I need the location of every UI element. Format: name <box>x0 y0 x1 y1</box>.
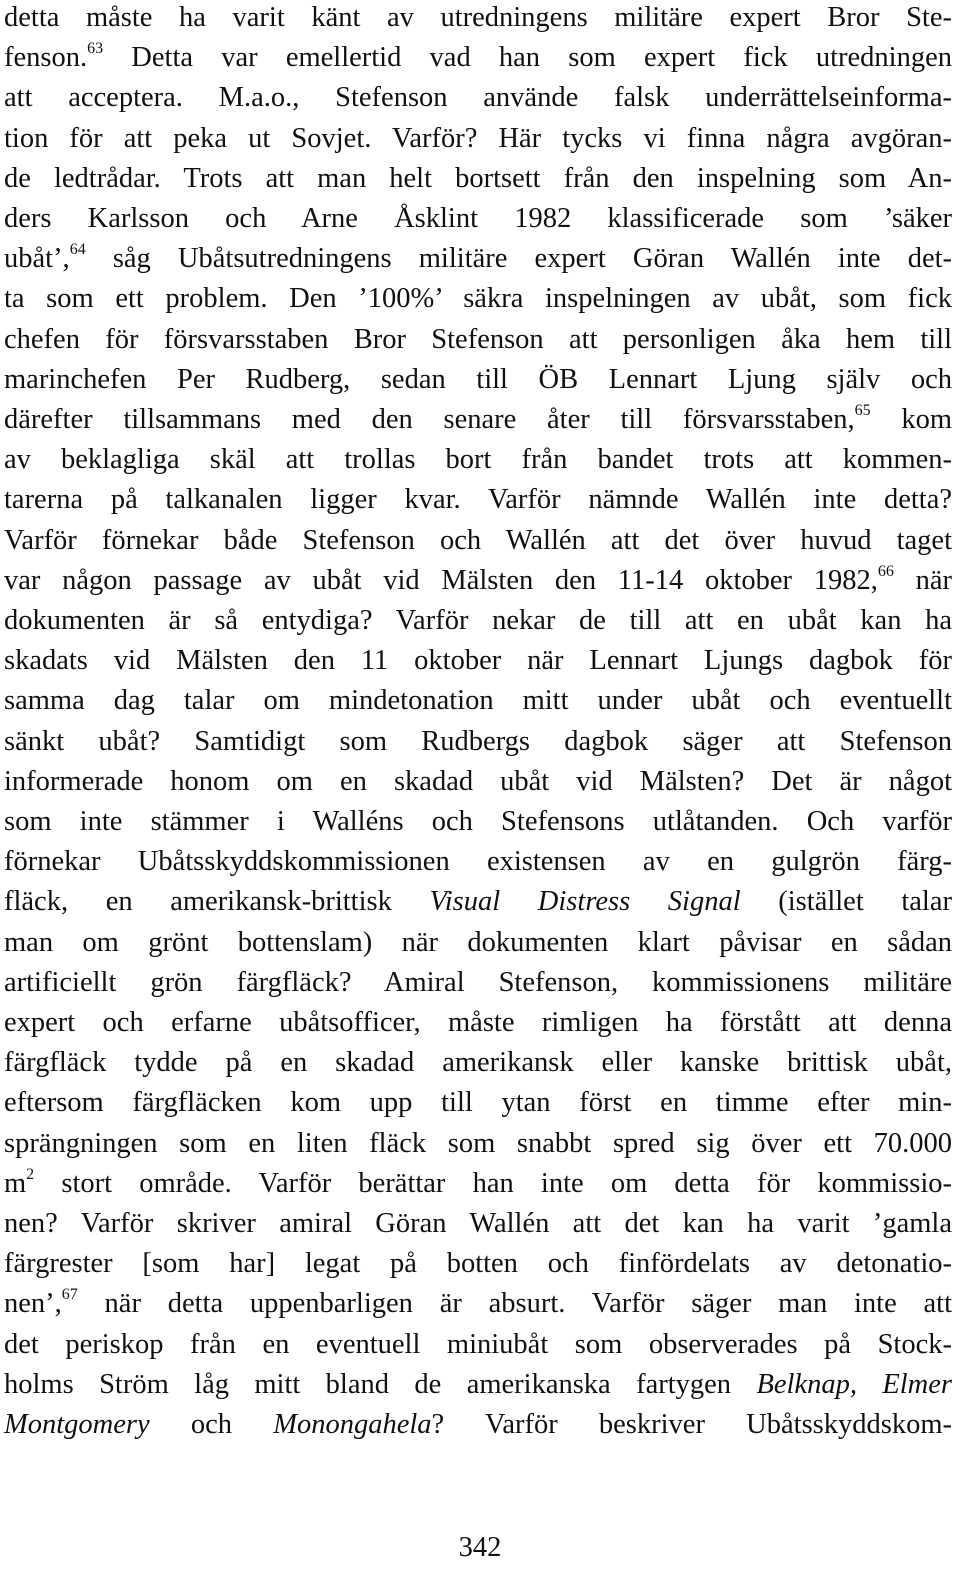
text-line <box>4 199 952 239</box>
footnote-marker: 63 <box>87 40 104 58</box>
text-line <box>4 722 952 762</box>
footnote-marker: 64 <box>69 241 86 259</box>
text-run: kom <box>870 404 952 435</box>
text-line <box>4 1083 952 1123</box>
text-line <box>4 400 952 440</box>
text-run: det periskop från en eventuell miniubåt som observerades på Stock- <box>4 1328 952 1360</box>
text-line <box>4 78 952 118</box>
text-line <box>4 1124 952 1164</box>
text-run: artificiellt grön färgfläck? Amiral Stefenson, kommissionens militäre <box>4 966 952 998</box>
text-line <box>4 360 952 400</box>
text-run: sänkt ubåt? Samtidigt som Rudbergs dagbok säger att Stefenson <box>4 725 952 757</box>
text-line <box>4 641 952 681</box>
text-run: nen’, <box>4 1288 62 1320</box>
text-run: nen? Varför skriver amiral Göran Wallén att det kan ha varit ’gamla <box>4 1208 952 1239</box>
text-line <box>4 119 952 159</box>
text-run: sprängningen som en liten fläck som snabbt spred sig över ett 70.000 <box>4 1127 952 1159</box>
text-run: marinchefen Per Rudberg, sedan till ÖB Lennart Ljung själv och <box>4 363 952 395</box>
text-line <box>4 279 952 319</box>
text-run: att acceptera. M.a.o., Stefenson använde falsk underrättelseinforma- <box>4 82 952 114</box>
text-line <box>4 882 952 922</box>
text-line <box>4 320 952 360</box>
italic-text: Belknap, Elmer <box>756 1368 953 1400</box>
text-run: ? Varför beskriver Ubåtsskyddskom- <box>431 1409 952 1440</box>
text-run: expert och erfarne ubåtsofficer, måste rimligen ha förstått att denna <box>4 1007 952 1038</box>
text-run: ta som ett problem. Den ’100%’ säkra inspelningen av ubåt, som fick <box>4 283 952 315</box>
footnote-marker: 67 <box>61 1286 78 1304</box>
text-run: av beklagliga skäl att trollas bort från bandet trots att kommen- <box>4 444 952 476</box>
text-line <box>4 1003 952 1043</box>
text-run: när detta uppenbarligen är absurt. Varför säger man inte att <box>77 1288 952 1320</box>
text-line <box>4 0 952 38</box>
text-run: när <box>893 564 952 596</box>
text-line <box>4 239 952 279</box>
text-run: såg Ubåtsutredningens militäre expert Göran Wallén inte det- <box>85 243 952 275</box>
text-line <box>4 1284 952 1324</box>
text-line <box>4 842 952 882</box>
text-line <box>4 159 952 199</box>
text-line <box>4 1405 952 1445</box>
text-run: fläck, en amerikansk-brittisk <box>4 886 430 918</box>
footnote-marker: 65 <box>854 402 871 419</box>
text-line <box>4 480 952 520</box>
text-run: färgrester [som har] legat på botten och finfördelats av detonatio- <box>4 1248 952 1280</box>
text-run: ders Karlsson och Arne Åsklint 1982 klassificerade som ’säker <box>4 203 952 234</box>
text-run: detta måste ha varit känt av utredningens militäre expert Bror Ste- <box>4 2 952 33</box>
text-line <box>4 1365 952 1405</box>
text-line <box>4 1164 952 1204</box>
italic-text: Visual Distress Signal <box>429 886 741 918</box>
text-line <box>4 1204 952 1244</box>
footnote-marker: 2 <box>26 1165 35 1183</box>
italic-text: Monongahela <box>273 1409 432 1440</box>
text-run: dokumenten är så entydiga? Varför nekar de till att en ubåt kan ha <box>4 605 952 636</box>
text-run: de ledtrådar. Trots att man helt bortsett från den inspelning som An- <box>4 162 952 194</box>
page-number: 342 <box>458 1532 502 1563</box>
text-run: Varför förnekar både Stefenson och Wallén att det över huvud taget <box>4 524 952 556</box>
text-run: färgfläck tydde på en skadad amerikansk eller kanske brittisk ubåt, <box>4 1047 952 1079</box>
text-line <box>4 561 952 601</box>
text-run: fenson. <box>4 42 88 74</box>
text-line <box>4 802 952 842</box>
text-run: Detta var emellertid vad han som expert fick utredningen <box>103 42 952 74</box>
text-line <box>4 681 952 721</box>
text-run: som inte stämmer i Walléns och Stefensons utlåtanden. Och varför <box>4 806 952 837</box>
text-line <box>4 963 952 1003</box>
text-line <box>4 1043 952 1083</box>
text-line <box>4 923 952 963</box>
text-run: (istället talar <box>740 886 952 918</box>
text-line <box>4 440 952 480</box>
text-run: tarerna på talkanalen ligger kvar. Varför nämnde Wallén inte detta? <box>4 484 952 516</box>
text-run: samma dag talar om mindetonation mitt under ubåt och eventuellt <box>4 685 952 717</box>
text-run: skadats vid Mälsten den 11 oktober när Lennart Ljungs dagbok för <box>4 645 952 677</box>
text-line <box>4 601 952 641</box>
text-line <box>4 762 952 802</box>
text-run: därefter tillsammans med den senare åter till försvarsstaben, <box>4 404 855 435</box>
footnote-marker: 66 <box>877 562 894 580</box>
text-line <box>4 521 952 561</box>
text-run: förnekar Ubåtsskyddskommissionen existensen av en gulgrön färg- <box>4 846 952 878</box>
text-run: ubåt’, <box>4 243 70 275</box>
text-line <box>4 38 952 78</box>
text-run: tion för att peka ut Sovjet. Varför? Här tycks vi finna några avgöran- <box>4 122 952 154</box>
italic-text: Montgomery <box>4 1409 150 1440</box>
text-run: eftersom färgfläcken kom upp till ytan först en timme efter min- <box>4 1087 952 1119</box>
text-run: holms Ström låg mitt bland de amerikanska fartygen <box>4 1368 757 1400</box>
text-run: stort område. Varför berättar han inte om detta för kommissio- <box>34 1167 952 1199</box>
text-run: och <box>149 1409 274 1440</box>
text-run: chefen för försvarsstaben Bror Stefenson att personligen åka hem till <box>4 323 952 355</box>
text-line <box>4 1244 952 1284</box>
text-line <box>4 1325 952 1365</box>
text-run: man om grönt bottenslam) när dokumenten klart påvisar en sådan <box>4 926 952 958</box>
text-run: informerade honom om en skadad ubåt vid Mälsten? Det är något <box>4 765 952 797</box>
text-run: var någon passage av ubåt vid Mälsten den 11-14 oktober 1982, <box>4 564 878 596</box>
text-run: m <box>4 1167 27 1199</box>
